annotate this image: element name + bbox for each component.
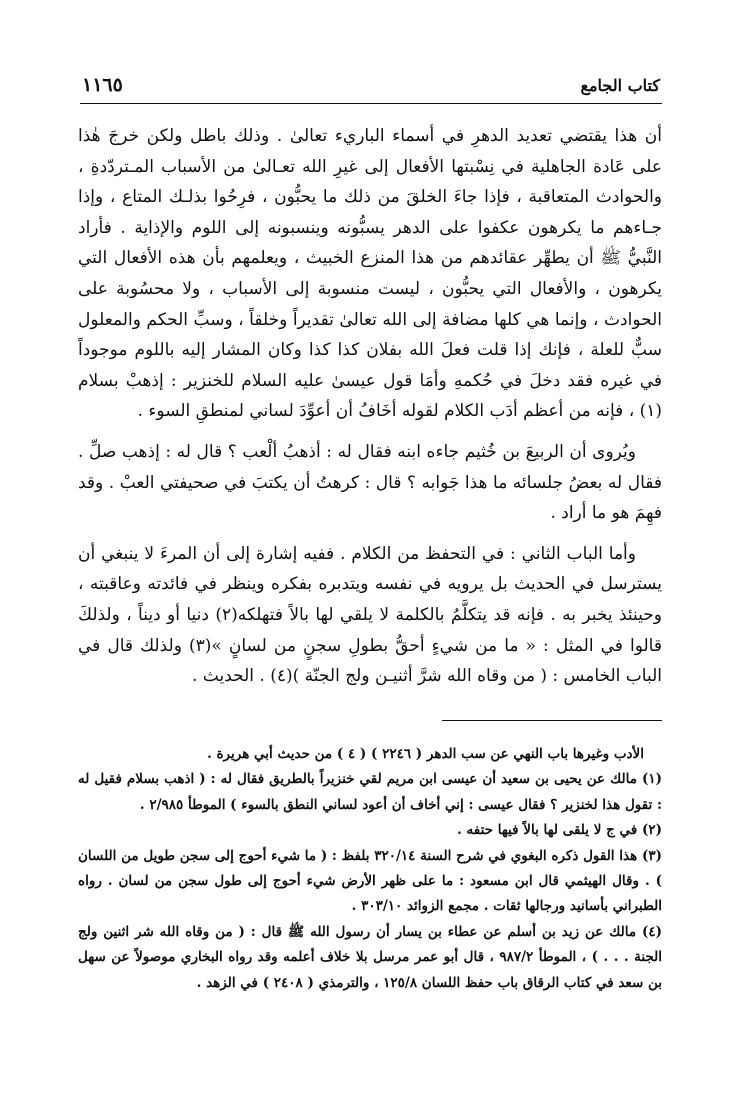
footnote: [78, 844, 662, 920]
footnote-text: الأدب وغيرها باب النهي عن سب الدهر ( ٢٢٤٦ ) ( ٤ ) من حديث أبي هريرة .: [207, 746, 644, 762]
page-number: ١١٦٥: [82, 74, 123, 96]
page-header: [82, 74, 660, 102]
footnote-text: هذا القول ذكره البغوي في شرح السنة ٣٢٠/١٤ بلفظ : ( ما شيء أحوج إلى سجن طويل من اللسان ) . وقال الهيثمي قال ابن مسعود : ما على ظهر الأرض شيء أحوج إلى طول سجن من لسان . رواه الطبراني بأسانيد ورجالها ثقات . مجمع الزوائد ٣٠٣/١٠ .: [78, 847, 662, 915]
footnote-label: (١): [641, 771, 662, 788]
footnote-text: في ج لا يلقى لها بالاً فيها حتفه .: [457, 822, 638, 839]
paragraph: أن هذا يقتضي تعديد الدهرِ في أسماء الباريء تعالىٰ . وذلك باطل ولكن خرجَ هٰذا على عَادة الجاهلية في نِسْبتها الأفعال إلى غيرِ الله تعـالىٰ من الأسباب المـتردّدةِ ، والحوادث المتعاقبة ، فإذا جاءَ الخلقَ من ذلك ما يحبُّون ، فرِحُوا بذلـك المتاع ، وإذا جـاءهم ما يكرهون عكفوا على الدهر يسبُّونه وينسبونه إلى اللوم والإذاية . فأراد النَّبيُّ ﷺ أن يطهِّر عقائدهم من هذا المنزع الخبيث ، ويعلمهم بأن هذه الأفعال التي يكرهون ، والأفعال التي يحبُّون ، ليست منسوبة إلى الأسباب ، ولا محسُوبة على الحوادث ، وإنما هي كلها مضافة إلى الله تعالىٰ تقديراً وخلقاً ، وسبِّ الحكم والمعلول سبٌّ للعلة ، فإنك إذا قلت فعلَ الله بفلان كذا كذا وكان المشار إليه باللوم موجوداً في غيره فقد دخلَ في حُكمهِ وأمَا قول عيسىٰ عليه السلام للخنزير : إذهبْ بسلام (١) ، فإنه من أعظم أدَب الكلام لقوله أخَافُ أن أعوِّدَ لساني لمنطقِ السوء .: [78, 126, 662, 422]
paragraph: ويُروى أن الربيعَ بن خُثيم جاءه ابنه فقال له : أذهبُ ألْعب ؟ قال له : إذهب صلِّ . فقال له بعضُ جلسائه ما هذا جَوابه ؟ قال : كرهتُ أن يكتبَ في صحيفتي العبْ . وقد فهِمَ هو ما أراد .: [78, 441, 662, 524]
paragraph: وأما الباب الثاني : في التحفظ من الكلام . ففيه إشارة إلى أن المرءَ لا ينبغي أن يسترسل في الحديث بل يرويه في نفسه ويتدبره بفكره وينظر في فائدته وعاقبته ، وحينئذ يخبر به . فإنه قد يتكلَّمُ بالكلمة لا يلقي لها بالاً فتهلكه(٢) دنيا أو ديناً ، ولذلكَ قالوا في المثل : « ما من شيءٍ أحقُّ بطولِ سجنٍ من لسانٍ »(٣) ولذلك قال في الباب الخامس : ( من وقاه الله شرَّ أثنيـن ولج الجنّة )(٤) . الحديث .: [78, 543, 662, 687]
footnote: [78, 767, 662, 818]
footnote-label: (٤): [641, 923, 663, 940]
main-text: [78, 121, 662, 692]
footnote-label: (٢): [641, 822, 662, 839]
footnote-text: مالك عن زيد بن أسلم عن عطاء بن يسار أن رسول الله ﷺ قال : ( من وقاه الله شر اثنين ولج الجنة . . . ) ، الموطأ ٩٨٧/٢ ، قال أبو عمر مرسل بلا خلاف أعلمه وقد رواه البخاري موصولاً عن سهل بن سعد في كتاب الرقاق باب حفظ اللسان ١٢٥/٨ ، والترمذي ( ٢٤٠٨ ) في الزهد .: [78, 923, 662, 991]
footnote-label: (٣): [641, 847, 663, 864]
footnote-text: مالك عن يحيى بن سعيد أن عيسى ابن مريم لقي خنزيراً بالطريق فقال له : ( اذهب بسلام فقيل له : تقول هذا لخنزير ؟ فقال عيسى : إني أخاف أن أعود لساني النطق بالسوء ) الموطأ ٢/٩٨٥ .: [78, 771, 662, 813]
footnotes: [78, 742, 662, 996]
footnote: [78, 742, 662, 767]
running-title: كتاب الجامع: [580, 76, 660, 95]
header-rule: [80, 103, 662, 104]
footnote: [78, 920, 662, 996]
footnote-separator: [442, 720, 662, 721]
footnote: [78, 818, 662, 843]
